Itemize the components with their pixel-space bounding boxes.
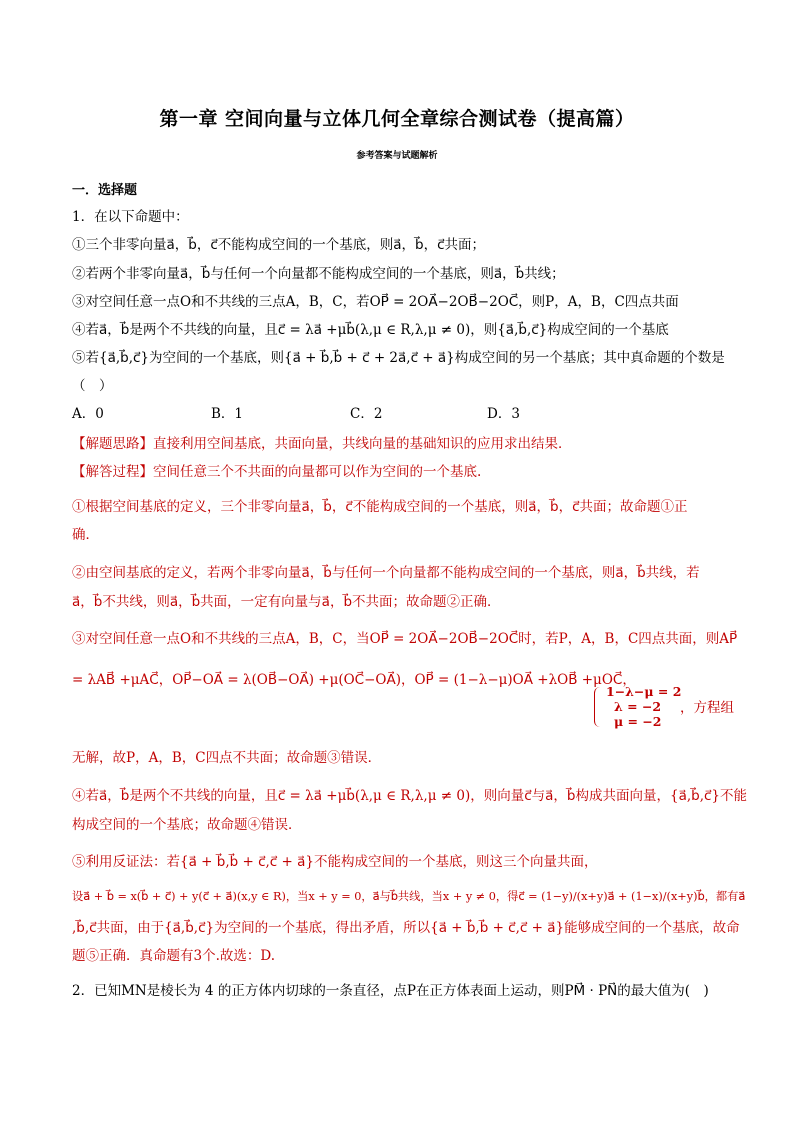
equation-row: 1−λ−μ = 2 [606,684,682,699]
proposition-4: ④若a⃗，b⃗是两个不共线的向量，且c⃗ = λa⃗ +μb⃗(λ,μ ∈ R,λ,μ ≠ 0)，则{a⃗,b⃗,c⃗}构成空间的一个基底 [72,322,669,338]
page-title: 第一章 空间向量与立体几何全章综合测试卷（提高篇） [159,108,635,130]
solution-line: 无解，故P，A，B，C四点不共面；故命题③错误． [72,750,382,766]
page-subtitle: 参考答案与试题解析 [356,151,438,161]
solution-line: 构成空间的一个基底；故命题④错误． [72,817,302,833]
solution-line: ③对空间任意一点O和不共线的三点A，B，C，当OP⃗ = 2OA⃗−2OB⃗−2OC⃗时，若P，A，B，C四点共面，则AP⃗ [72,631,738,647]
equation-row: λ = −2 [614,699,662,714]
option-c: C．2 [350,406,383,422]
solution-line: ②由空间基底的定义，若两个非零向量a⃗，b⃗与任何一个向量都不能构成空间的一个基底，则a⃗，b⃗共线，若 [72,565,700,581]
solution-line: 确． [72,527,99,543]
solution-line: a⃗，b⃗不共线，则a⃗，b⃗共面，一定有向量与a⃗，b⃗不共面；故命题②正确． [72,594,501,610]
option-b: B．1 [211,406,244,422]
proposition-1: ①三个非零向量a⃗，b⃗，c⃗不能构成空间的一个基底，则a⃗，b⃗，c⃗共面； [72,237,486,253]
question-1-stem: 1．在以下命题中： [72,209,189,225]
question-2-stem: 2．已知MN是棱长为 4 的正方体内切球的一条直径，点P在正方体表面上运动，则PM⃗ · PN⃗的最大值为( ) [72,983,709,999]
solution-line: ①根据空间基底的定义，三个非零向量a⃗，b⃗，c⃗不能构成空间的一个基底，则a⃗，b⃗，c⃗共面；故命题①正 [72,499,688,515]
solution-line: = λAB⃗ +μAC⃗，OP⃗−OA⃗ = λ(OB⃗−OA⃗) +μ(OC⃗−OA⃗)，OP⃗ = (1−λ−μ)OA⃗ +λOB⃗ +μOC⃗， [72,672,636,688]
proposition-2: ②若两个非零向量a⃗，b⃗与任何一个向量都不能构成空间的一个基底，则a⃗，b⃗共线； [72,266,565,282]
equation-system-brace [594,687,604,727]
equation-row: μ = −2 [614,714,662,729]
solution-line: 设a⃗ + b⃗ = x(b⃗ + c⃗) + y(c⃗ + a⃗)(x,y ∈ R)，当x + y = 0，a⃗与b⃗共线，当x + y ≠ 0，得c⃗ = (1−y)/(x+y)a⃗ + (1−x)/(x+y)b⃗，都有a⃗ [72,890,746,903]
solution-line: ④若a⃗，b⃗是两个不共线的向量，且c⃗ = λa⃗ +μb⃗(λ,μ ∈ R,λ,μ ≠ 0)，则向量c⃗与a⃗，b⃗构成共面向量，{a⃗,b⃗,c⃗}不能 [72,788,748,804]
solution-process: 【解答过程】空间任意三个不共面的向量都可以作为空间的一个基底. [72,464,482,480]
solution-line: 题⑤正确．真命题有3个.故选：D. [72,948,276,964]
solution-line: ,b⃗,c⃗共面，由于{a⃗,b⃗,c⃗}为空间的一个基底，得出矛盾，所以{a⃗ + b⃗,b⃗ + c⃗,c⃗ + a⃗}能够成空间的一个基底，故命 [72,920,740,936]
solution-idea: 【解题思路】直接利用空间基底，共面向量，共线向量的基础知识的应用求出结果． [72,436,572,452]
equation-system-note: ，方程组 [680,700,734,716]
proposition-5: ⑤若{a⃗,b⃗,c⃗}为空间的一个基底，则{a⃗ + b⃗,b⃗ + c⃗ + 2a⃗,c⃗ + a⃗}构成空间的另一个基底；其中真命题的个数是 [72,350,725,366]
section-heading: 一．选择题 [72,183,138,198]
solution-line: ⑤利用反证法：若{a⃗ + b⃗,b⃗ + c⃗,c⃗ + a⃗}不能构成空间的一个基底，则这三个向量共面， [72,854,598,870]
answer-paren: （ ） [72,378,113,394]
proposition-3: ③对空间任意一点O和不共线的三点A，B，C，若OP⃗ = 2OA⃗−2OB⃗−2OC⃗，则P，A，B，C四点共面 [72,294,679,310]
option-a: A．0 [72,406,104,422]
option-d: D．3 [487,406,520,422]
